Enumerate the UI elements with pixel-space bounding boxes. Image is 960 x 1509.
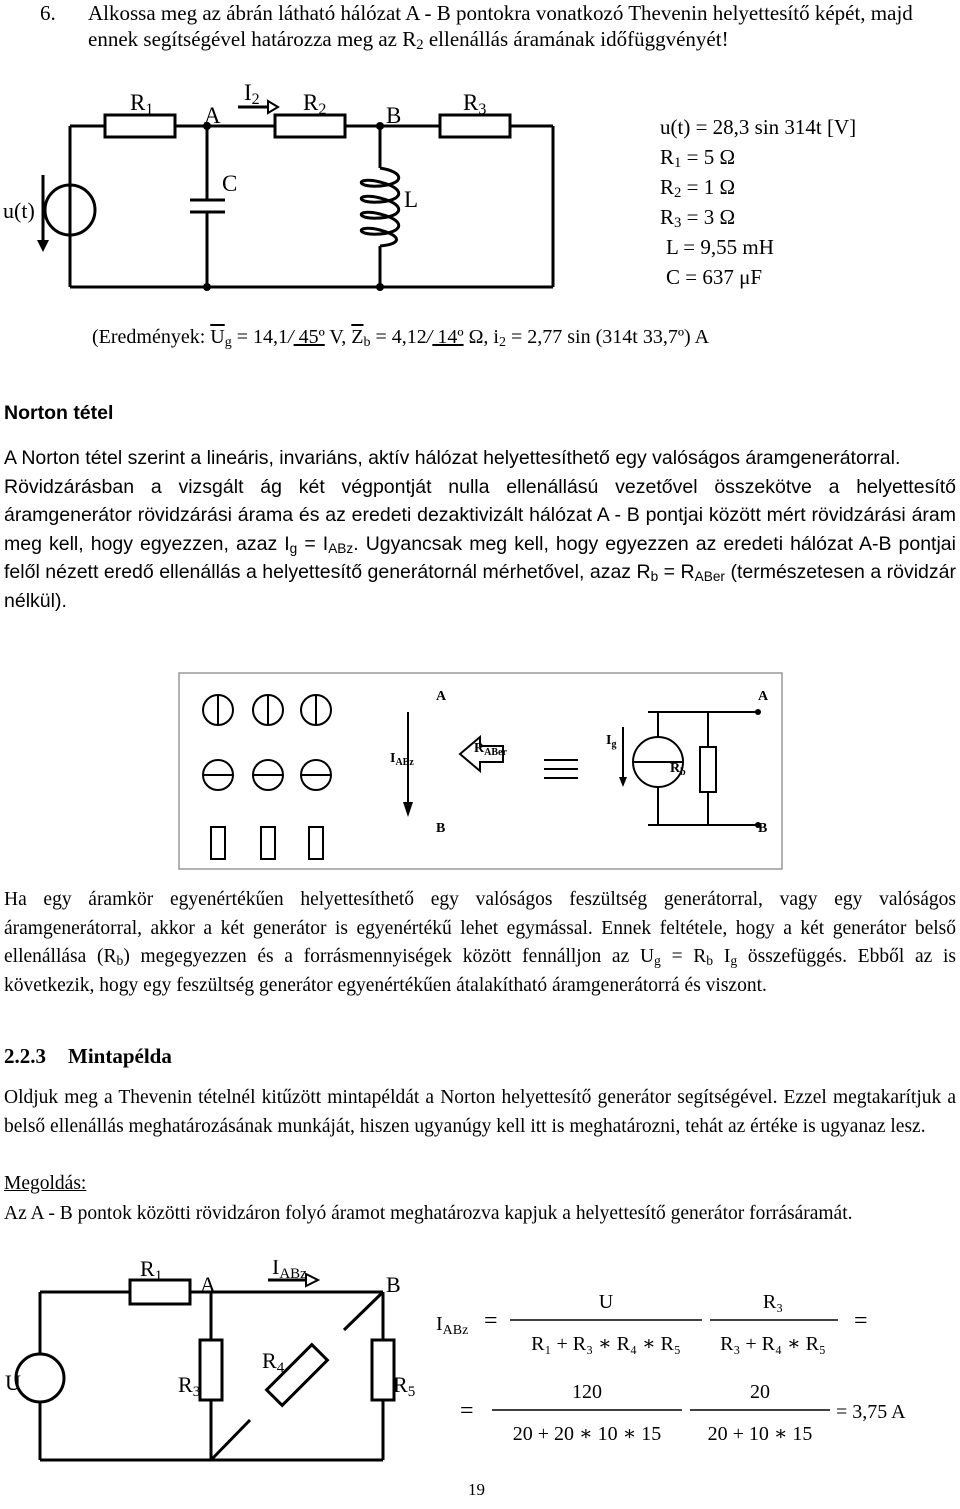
page-number: 19 xyxy=(468,1480,485,1499)
svg-text:U: U xyxy=(5,1370,21,1395)
svg-text:R₁ + R₃ ∗ R₄ ∗ R₅: R₁ + R₃ ∗ R₄ ∗ R₅ xyxy=(531,1333,681,1355)
svg-text:Ig: $I_g$ xyxy=(606,733,617,750)
problem-text: Alkossa meg az ábrán látható hálózat A - B pontokra vonatkozó Thevenin helyettesítő képét, majd ennek segítségével határozza meg az $R_2$ ellenállás áramának időfüggvényét! xyxy=(88,1,913,53)
svg-text:120: 120 xyxy=(572,1381,602,1403)
norton-equivalent-figure xyxy=(178,672,783,870)
given-values: u(t) = 28,3 sin 314t [V] $R_1 = 5$ Ω $R_2 = 1$ Ω $R_3 = 3$ Ω L = 9,55 mH C = 637 μF xyxy=(660,115,857,289)
svg-text:IABz: IABz xyxy=(272,1260,307,1282)
svg-text:U: U xyxy=(598,1291,614,1313)
svg-text:R4: R4 xyxy=(262,1348,285,1376)
circuit-diagram-1 xyxy=(0,70,560,300)
example-paragraph: Oldjuk meg a Thevenin tételnél kitűzött mintapéldát a Norton helyettesítő generátor segítségével. Ezzel megtakarítjuk a belső ellenállás meghatározásának munkáját, hiszen ugyanúgy kell itt is meghatározni, tehát az értéke is ugyanaz lesz. xyxy=(4,1087,956,1137)
svg-text:A: A xyxy=(436,689,447,704)
svg-text:20 + 10 ∗ 15: 20 + 10 ∗ 15 xyxy=(707,1423,813,1445)
svg-text:R1: R1 xyxy=(140,1260,163,1284)
svg-text:R₃: R₃ xyxy=(762,1291,784,1313)
section-heading-example: 2.2.3 Mintapélda xyxy=(4,1044,172,1068)
r1-label: R1 xyxy=(130,90,154,118)
svg-text:Rb: $R_b$ xyxy=(670,761,686,778)
formula-lhs: $I_{ABz}$ xyxy=(436,1313,469,1338)
svg-text:20 + 20 ∗ 10 ∗ 15: 20 + 20 ∗ 10 ∗ 15 xyxy=(512,1423,662,1445)
u-label: u(t) xyxy=(3,198,35,223)
svg-text:A: A xyxy=(200,1272,216,1297)
svg-text:B: B xyxy=(436,821,446,836)
svg-text:= 3,75 A: = 3,75 A xyxy=(836,1401,906,1423)
node-b-label: B xyxy=(386,103,402,128)
results-line: (Eredmények: $\overline{U}_g = 14,1/$ 45º V, $\overline{Z}_b = 4,12/$ 14º Ω, $i_2 = 2,77$ sin (314t 33,7º) A xyxy=(92,326,710,350)
svg-text:R3: R3 xyxy=(178,1372,201,1400)
svg-text:=: = xyxy=(854,1308,868,1334)
equivalence-paragraph: Ha egy áramkör egyenértékűen helyettesíthető egy valóságos feszültség generátorral, vagy egy valóságos áramgenerátorral, akkor a két generátor is egyenértékű lehet egymással. Ennek feltétele, hogy a két generátor belső ellenállása $(R_b)$ megegyezzen és a forrásmennyiségek között fennálljon az $U_g = R_b$ $I_g$ összefüggés. Ebből az is következik, hogy egy feszültség generátor egyenértékűen átalakítható áramgenerátorrá és viszont. xyxy=(4,889,956,996)
r2-label: R2 xyxy=(303,90,327,118)
problem-number: 6. xyxy=(40,1,56,25)
section-heading-norton: Norton tétel xyxy=(4,402,114,424)
c-label: C xyxy=(222,171,238,196)
r3-label: R3 xyxy=(463,90,487,118)
solution-paragraph: Az A - B pontok közötti rövidzáron folyó áramot meghatározva kapjuk a helyettesítő generátor forrásáramát. xyxy=(4,1203,853,1224)
svg-text:B: B xyxy=(386,1272,401,1297)
iabz-formula xyxy=(430,1280,955,1460)
svg-text:=: = xyxy=(460,1398,474,1424)
solution-label: Megoldás: xyxy=(4,1173,87,1194)
svg-text:IABz: $I_{ABz}$ xyxy=(390,751,414,768)
svg-text:RABer: $R_{ABer}$ xyxy=(474,741,507,758)
l-label: L xyxy=(404,187,419,212)
norton-paragraph: A Norton tétel szerint a lineáris, invariáns, aktív hálózat helyettesíthető egy valóságos áramgenerátorral. Rövidzárásban a vizsgált ág két végpontját nulla ellenállású vezetővel összekötve a helyettesítő áramgenerátor rövidzárási árama és az eredeti dezaktivizált hálózat A - B pontjai között mért rövidzárási áram meg kell, hogy egyezzen, azaz $I_g = I_{ABz}$. Ugyancsak meg kell, hogy egyezzen az eredeti hálózat A-B pontjai felől nézett eredő ellenállás a helyettesítő generátornál mérhetővel, azaz $R_b = R_{ABer}$ (természetesen a rövidzár nélkül). xyxy=(4,447,956,612)
svg-text:=: = xyxy=(484,1308,498,1334)
circuit-diagram-3 xyxy=(0,1260,440,1480)
svg-text:A: A xyxy=(758,689,769,704)
svg-text:20: 20 xyxy=(750,1381,770,1403)
node-a-label: A xyxy=(204,103,221,128)
i2-label: I2 xyxy=(244,80,260,108)
svg-text:R₃ + R₄ ∗ R₅: R₃ + R₄ ∗ R₅ xyxy=(720,1333,826,1355)
svg-text:R5: R5 xyxy=(393,1372,416,1400)
svg-text:B: B xyxy=(758,821,768,836)
